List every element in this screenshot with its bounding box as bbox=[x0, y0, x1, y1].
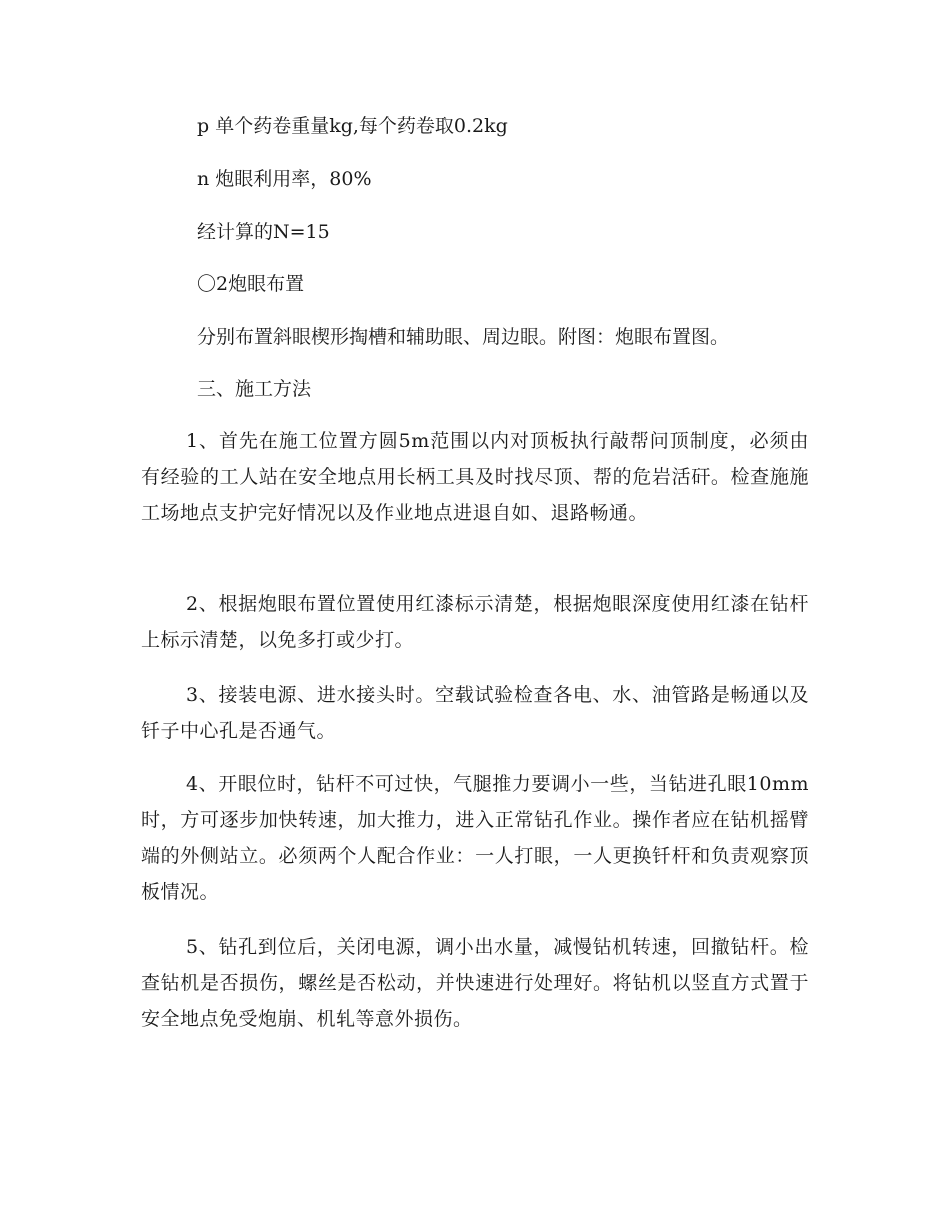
section-heading-hole-layout: 〇2炮眼布置 bbox=[197, 273, 305, 295]
formula-variable-p: p 单个药卷重量kg,每个药卷取0.2kg bbox=[197, 115, 508, 137]
section-heading-construction-method: 三、施工方法 bbox=[197, 378, 312, 400]
paragraph-step-4: 4、开眼位时，钻杆不可过快，气腿推力要调小一些，当钻进孔眼10mm时，方可逐步加快转速，加大推力，进入正常钻孔作业。操作者应在钻机摇臂端的外侧站立。必须两个人配合作业：一人打眼，一人更换钎杆和负责观察顶板情况。 bbox=[141, 773, 809, 903]
calculation-result: 经计算的N=15 bbox=[197, 221, 330, 243]
paragraph-step-3: 3、接装电源、进水接头时。空载试验检查各电、水、油管路是畅通以及钎子中心孔是否通气。 bbox=[141, 684, 809, 742]
formula-variable-n: n 炮眼利用率，80% bbox=[197, 168, 372, 190]
paragraph-step-5: 5、钻孔到位后，关闭电源，调小出水量，减慢钻机转速，回撤钻杆。检查钻机是否损伤，螺丝是否松动，并快速进行处理好。将钻机以竖直方式置于安全地点免受炮崩、机轧等意外损伤。 bbox=[141, 936, 809, 1030]
hole-layout-description: 分别布置斜眼楔形掏槽和辅助眼、周边眼。附图：炮眼布置图。 bbox=[197, 326, 730, 348]
paragraph-step-2: 2、根据炮眼布置位置使用红漆标示清楚，根据炮眼深度使用红漆在钻杆上标示清楚，以免多打或少打。 bbox=[141, 593, 809, 651]
paragraph-step-1: 1、首先在施工位置方圆5m范围以内对顶板执行敲帮问顶制度，必须由有经验的工人站在安全地点用长柄工具及时找尽顶、帮的危岩活矸。检查施施工场地点支护完好情况以及作业地点进退自如、退路畅通。 bbox=[141, 430, 809, 524]
